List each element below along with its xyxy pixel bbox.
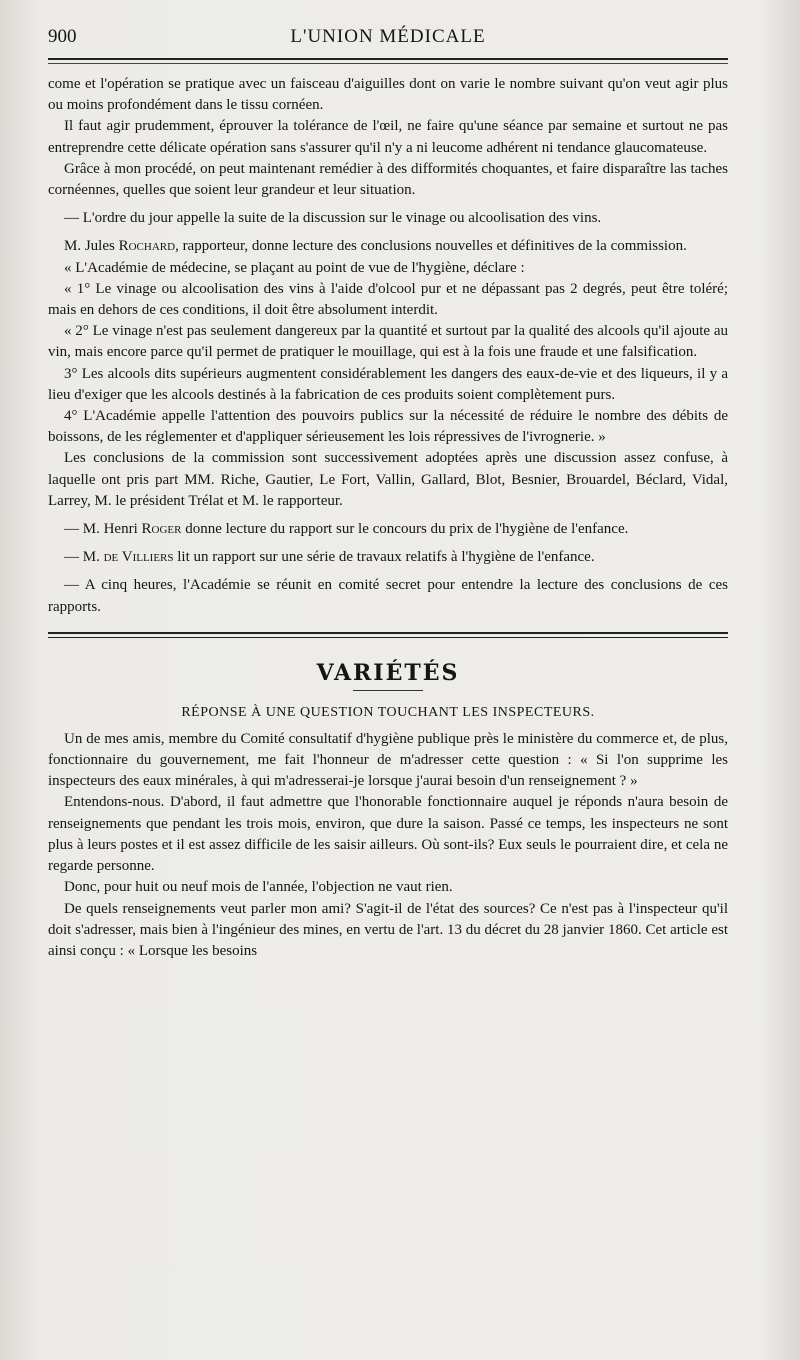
paragraph: Un de mes amis, membre du Comité consultatif d'hygiène publique près le ministère du commerce et, de plus, fonctionnaire du gouvernement, me fait l'honneur de m'adresser cette question : « Si l'on supprime les inspecteurs des eaux minérales, à qui m'adresserai-je lorsque j'aurai besoin d'un renseignement ? » xyxy=(48,730,728,790)
paragraph: — A cinq heures, l'Académie se réunit en comité secret pour entendre la lecture des conclusions de ces rapports. xyxy=(48,577,728,615)
paragraph xyxy=(48,547,728,568)
article-subtitle: RÉPONSE À UNE QUESTION TOUCHANT LES INSPECTEURS. xyxy=(181,704,595,720)
paragraph: « 2° Le vinage n'est pas seulement dangereux par la quantité et surtout par la qualité des alcools qu'il ajoute au vin, mais encore parce qu'il permet de pratiquer le mouillage, qui est à la fois une fraude et une falsification. xyxy=(48,323,728,361)
paragraph: — L'ordre du jour appelle la suite de la discussion sur le vinage ou alcoolisation des vins. xyxy=(64,210,602,227)
paragraph: come et l'opération se pratique avec un faisceau d'aiguilles dont on varie le nombre suivant qu'on veut agir plus ou moins profondément dans le tissu cornéen. xyxy=(48,76,728,114)
section-title-rule xyxy=(353,690,423,691)
header-rule xyxy=(48,58,728,60)
varietes-article xyxy=(48,729,728,962)
academy-report xyxy=(48,74,728,618)
speaker-name: Roger xyxy=(141,521,182,538)
text-fragment: , rapporteur, donne lecture des conclusions nouvelles et définitives de la commission. xyxy=(175,238,687,255)
page-number: 900 xyxy=(48,26,77,47)
text-fragment: M. Jules xyxy=(64,238,119,255)
paragraph: Les conclusions de la commission sont successivement adoptées après une discussion assez confuse, à laquelle ont pris part MM. Riche, Gautier, Le Fort, Vallin, Gallard, Blot, Besnier, Brouardel, Béclard, Vidal, Larrey, M. le président Trélat et M. le rapporteur. xyxy=(48,450,728,509)
speaker-name: Rochard xyxy=(118,238,176,255)
speaker-name: de Villiers xyxy=(103,549,174,566)
text-fragment: donne lecture du rapport sur le concours du prix de l'hygiène de l'enfance. xyxy=(181,521,629,538)
page-header xyxy=(48,22,728,52)
text-fragment: — M. xyxy=(64,549,104,566)
paragraph xyxy=(48,519,728,540)
paragraph: 3° Les alcools dits supérieurs augmentent considérablement les dangers des eaux-de-vie et des liqueurs, il y a lieu d'exiger que les alcools destinés à la fabrication de ces produits soient complètement purs. xyxy=(48,365,728,403)
text-fragment: lit un rapport sur une série de travaux relatifs à l'hygiène de l'enfance. xyxy=(173,549,595,566)
section-title: VARIÉTÉS xyxy=(316,659,460,686)
paragraph: De quels renseignements veut parler mon ami? S'agit-il de l'état des sources? Ce n'est pas à l'inspecteur qu'il doit s'adresser, mais bien à l'ingénieur des mines, en vertu de l'art. 13 du décret du 28 janvier 1860. Cet article est ainsi conçu : « Lorsque les besoins xyxy=(48,900,728,959)
header-rule-thin xyxy=(48,63,728,64)
section-divider xyxy=(48,632,728,638)
paragraph: « 1° Le vinage ou alcoolisation des vins à l'aide d'olcool pur et ne dépassant pas 2 degrés, peut être toléré; mais en dehors de ces conditions, il doit être absolument interdit. xyxy=(48,280,728,319)
paragraph: Donc, pour huit ou neuf mois de l'année, l'objection ne vaut rien. xyxy=(64,879,453,896)
paragraph xyxy=(48,236,728,257)
paragraph: Il faut agir prudemment, éprouver la tolérance de l'œil, ne faire qu'une séance par semaine et surtout ne pas entreprendre cette délicate opération sans s'assurer qu'il n'y a ni leucome adhérent ni tendance glaucomateuse. xyxy=(48,118,728,156)
paragraph: « L'Académie de médecine, se plaçant au point de vue de l'hygiène, déclare : xyxy=(64,259,525,276)
paragraph: Entendons-nous. D'abord, il faut admettre que l'honorable fonctionnaire auquel je réponds n'aura besoin de renseignements que pendant les trois mois, environ, que dure la saison. Passé ce temps, les inspecteurs ne sont plus à leurs postes et il est assez difficile de les saisir ailleurs. Où sont-ils? Eux seuls le pourraient dire, et cela ne regarde personne. xyxy=(48,794,728,875)
journal-title: L'UNION MÉDICALE xyxy=(290,26,486,47)
text-fragment: — M. Henri xyxy=(64,521,142,538)
paragraph: Grâce à mon procédé, on peut maintenant remédier à des difformités choquantes, et faire disparaître las taches cornéennes, quelles que soient leur grandeur et leur situation. xyxy=(48,160,728,199)
paragraph: 4° L'Académie appelle l'attention des pouvoirs publics sur la nécessité de réduire le nombre des débits de boissons, de les réglementer et d'appliquer sérieusement les lois répressives de l'ivrognerie. » xyxy=(48,408,728,446)
